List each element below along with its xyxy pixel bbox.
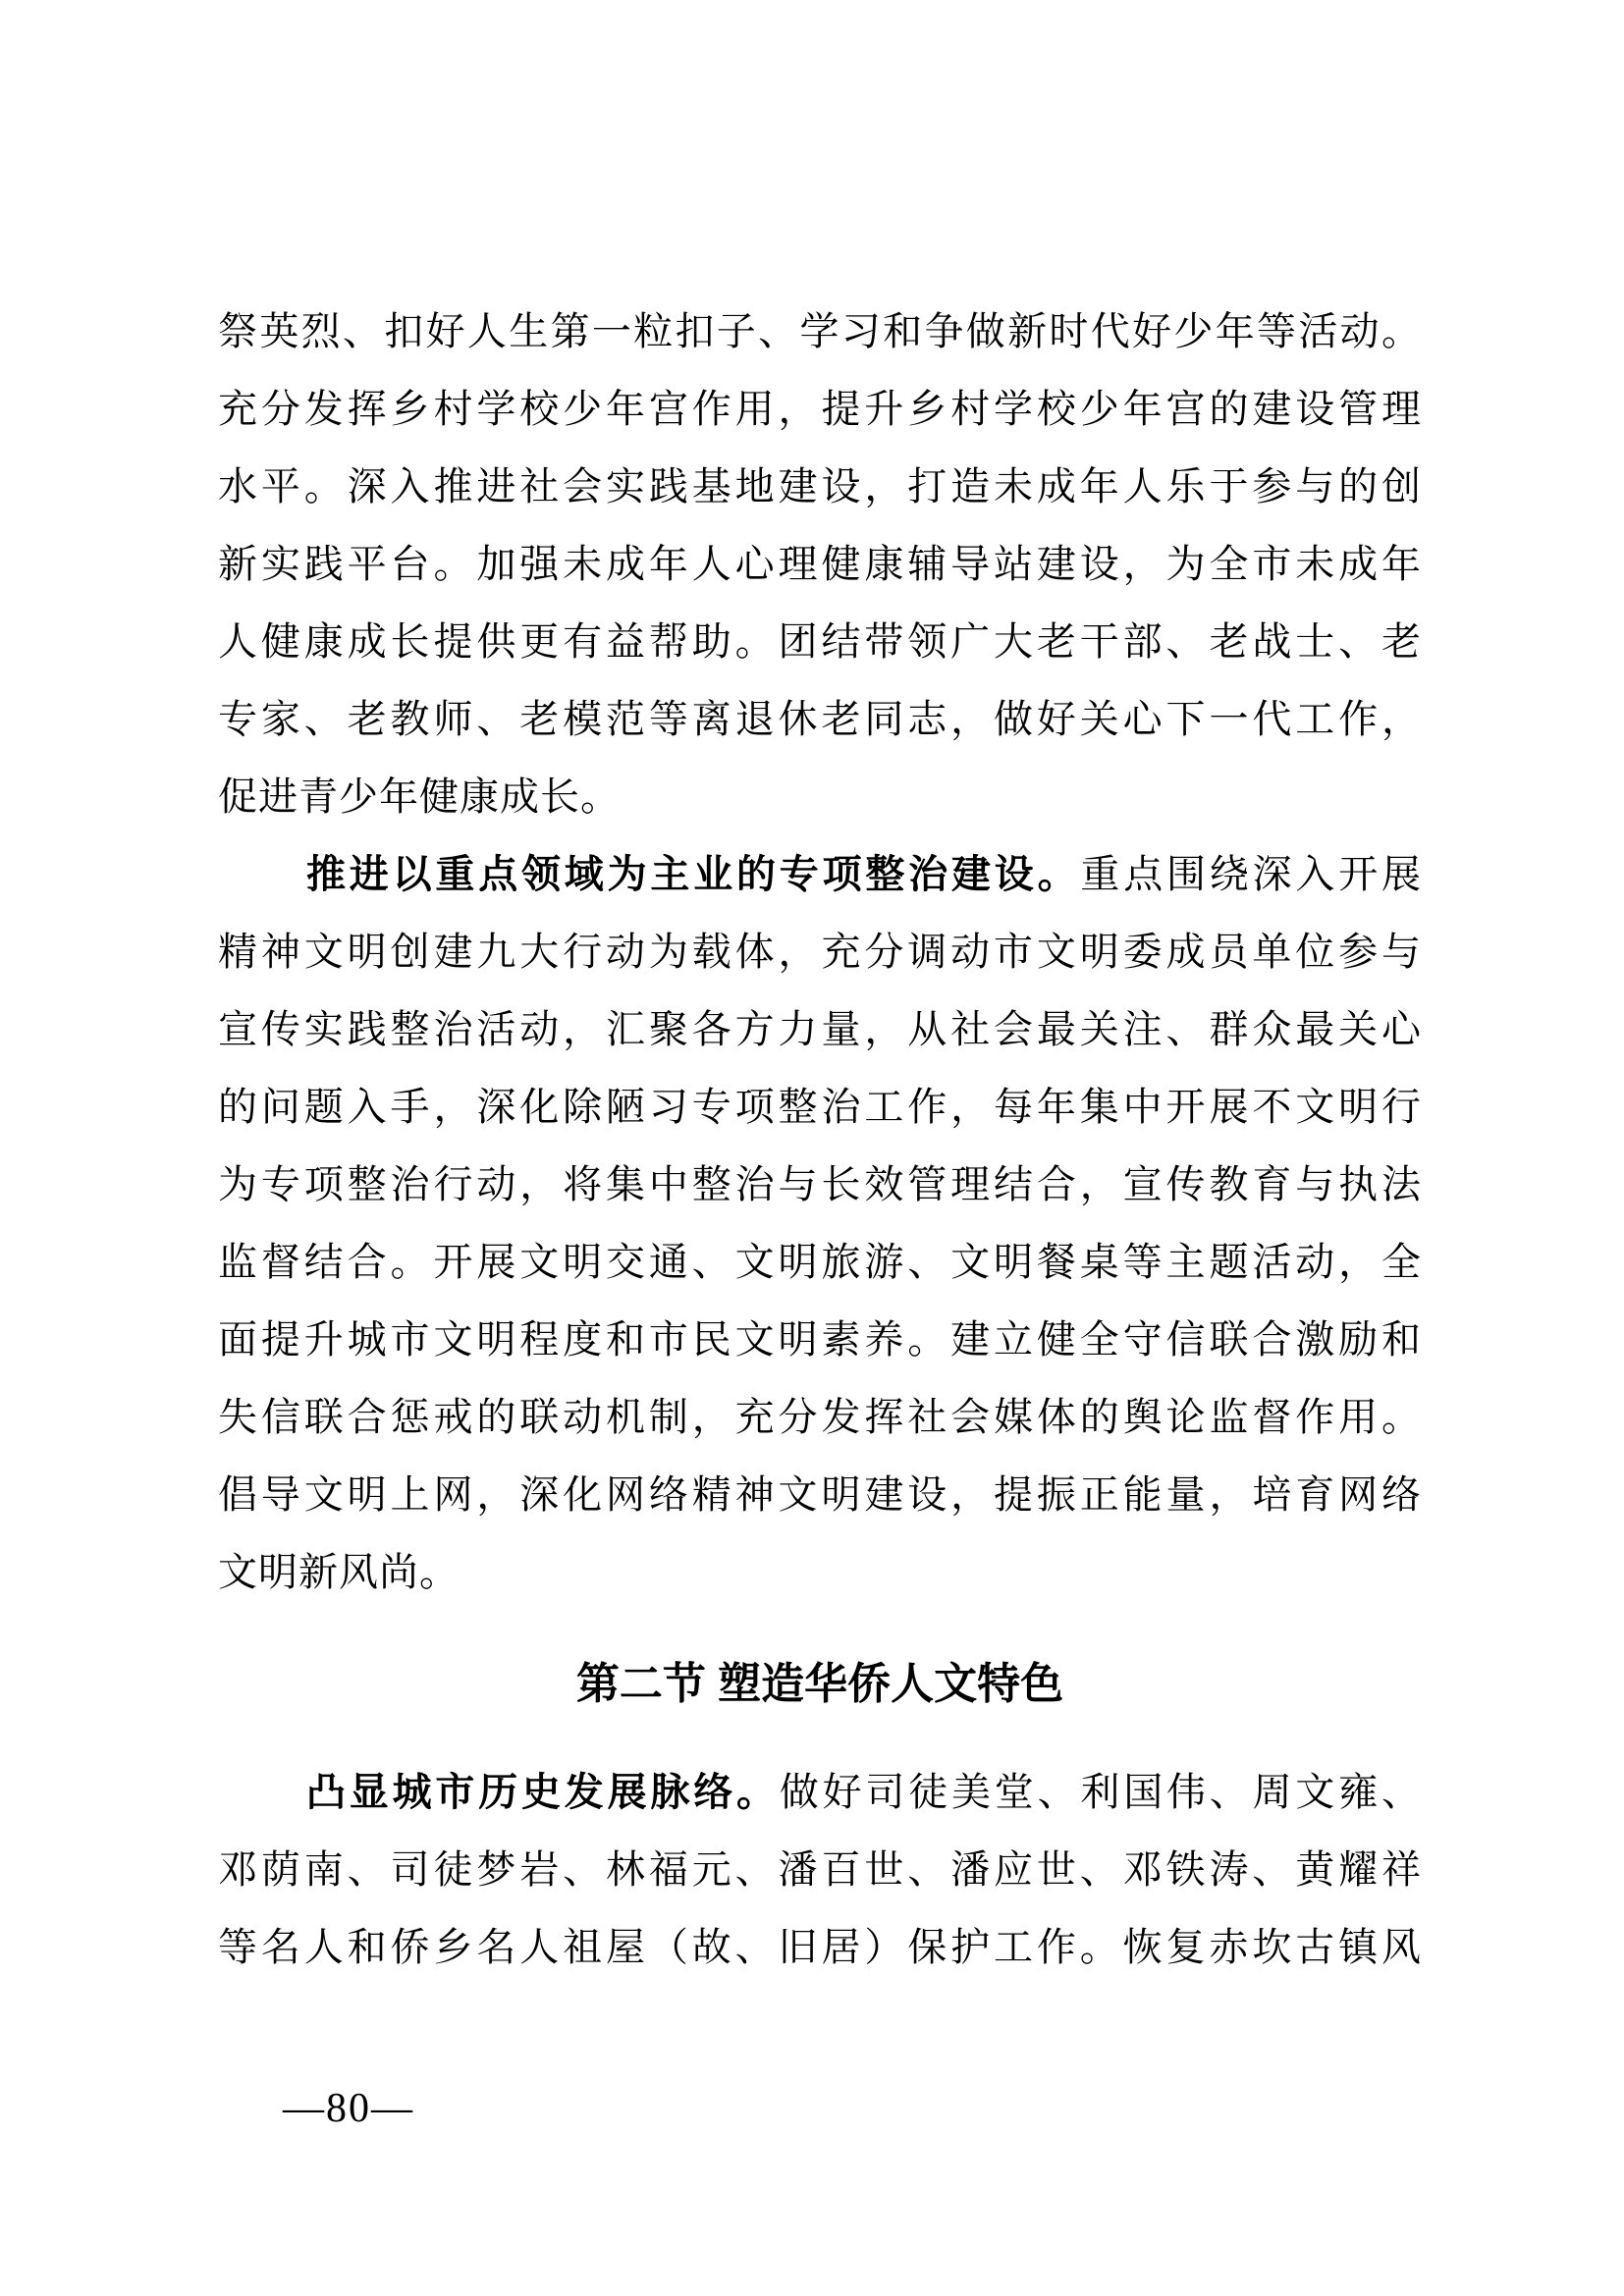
text-line — [218, 990, 1422, 1068]
line-text: 重点围绕深入开展 — [1080, 852, 1423, 896]
line-text: 精神文明创建九大行动为载体，充分调动市文明委成员单位参与 — [218, 930, 1422, 974]
section-heading: 第二节 塑造华侨人文特色 — [575, 1660, 1064, 1708]
text-line — [218, 1223, 1422, 1301]
text-line — [218, 1753, 1422, 1831]
text-line — [218, 370, 1422, 448]
text-line — [218, 1908, 1422, 1986]
page-number: —80— — [283, 2086, 414, 2131]
line-text: 监督结合。开展文明交通、文明旅游、文明餐桌等主题活动，全 — [218, 1240, 1422, 1284]
line-text: 宣传实践整治活动，汇聚各方力量，从社会最关注、群众最关心 — [218, 1007, 1422, 1051]
text-line — [218, 758, 1422, 835]
text-line — [218, 525, 1422, 603]
line-text: 做好司徒美堂、利国伟、周文雍、 — [779, 1770, 1423, 1814]
text-line — [218, 1456, 1422, 1533]
line-text: 促进青少年健康成长。 — [218, 774, 621, 819]
line-text: 邓荫南、司徒梦岩、林福元、潘百世、潘应世、邓铁涛、黄耀祥 — [218, 1847, 1422, 1892]
line-text: 为专项整治行动，将集中整治与长效管理结合，宣传教育与执法 — [218, 1162, 1422, 1206]
text-line — [218, 680, 1422, 758]
line-text: 专家、老教师、老模范等离退休老同志，做好关心下一代工作， — [218, 697, 1422, 741]
text-line — [218, 1301, 1422, 1378]
line-text: 充分发挥乡村学校少年宫作用，提升乡村学校少年宫的建设管理 — [218, 387, 1422, 431]
text-line — [218, 1378, 1422, 1456]
line-text: 失信联合惩戒的联动机制，充分发挥社会媒体的舆论监督作用。 — [218, 1395, 1422, 1439]
line-text: 等名人和侨乡名人祖屋（故、旧居）保护工作。恢复赤坎古镇风 — [218, 1925, 1422, 1969]
line-text: 面提升城市文明程度和市民文明素养。建立健全守信联合激励和 — [218, 1317, 1422, 1362]
text-line — [218, 913, 1422, 990]
text-line — [218, 293, 1422, 370]
text-line — [218, 835, 1422, 913]
text-line — [218, 1533, 1422, 1611]
body-text-block-1 — [218, 293, 1422, 1611]
line-text: 倡导文明上网，深化网络精神文明建设，提振正能量，培育网络 — [218, 1472, 1422, 1517]
paragraph-lead-bold: 推进以重点领域为主业的专项整治建设。 — [306, 853, 1081, 896]
text-line — [218, 448, 1422, 525]
line-text: 人健康成长提供更有益帮助。团结带领广大老干部、老战士、老 — [218, 619, 1422, 664]
line-text: 文明新风尚。 — [218, 1550, 460, 1594]
line-text: 祭英烈、扣好人生第一粒扣子、学习和争做新时代好少年等活动。 — [218, 309, 1422, 353]
text-line — [218, 603, 1422, 680]
text-line — [218, 1068, 1422, 1146]
text-line — [218, 1146, 1422, 1223]
line-text: 水平。深入推进社会实践基地建设，打造未成年人乐于参与的创 — [218, 464, 1422, 508]
line-text: 的问题入手，深化除陋习专项整治工作，每年集中开展不文明行 — [218, 1085, 1422, 1129]
body-text-block-2 — [218, 1753, 1422, 1986]
line-text: 新实践平台。加强未成年人心理健康辅导站建设，为全市未成年 — [218, 542, 1422, 586]
paragraph-lead-bold: 凸显城市历史发展脉络。 — [306, 1771, 780, 1814]
text-line — [218, 1831, 1422, 1908]
